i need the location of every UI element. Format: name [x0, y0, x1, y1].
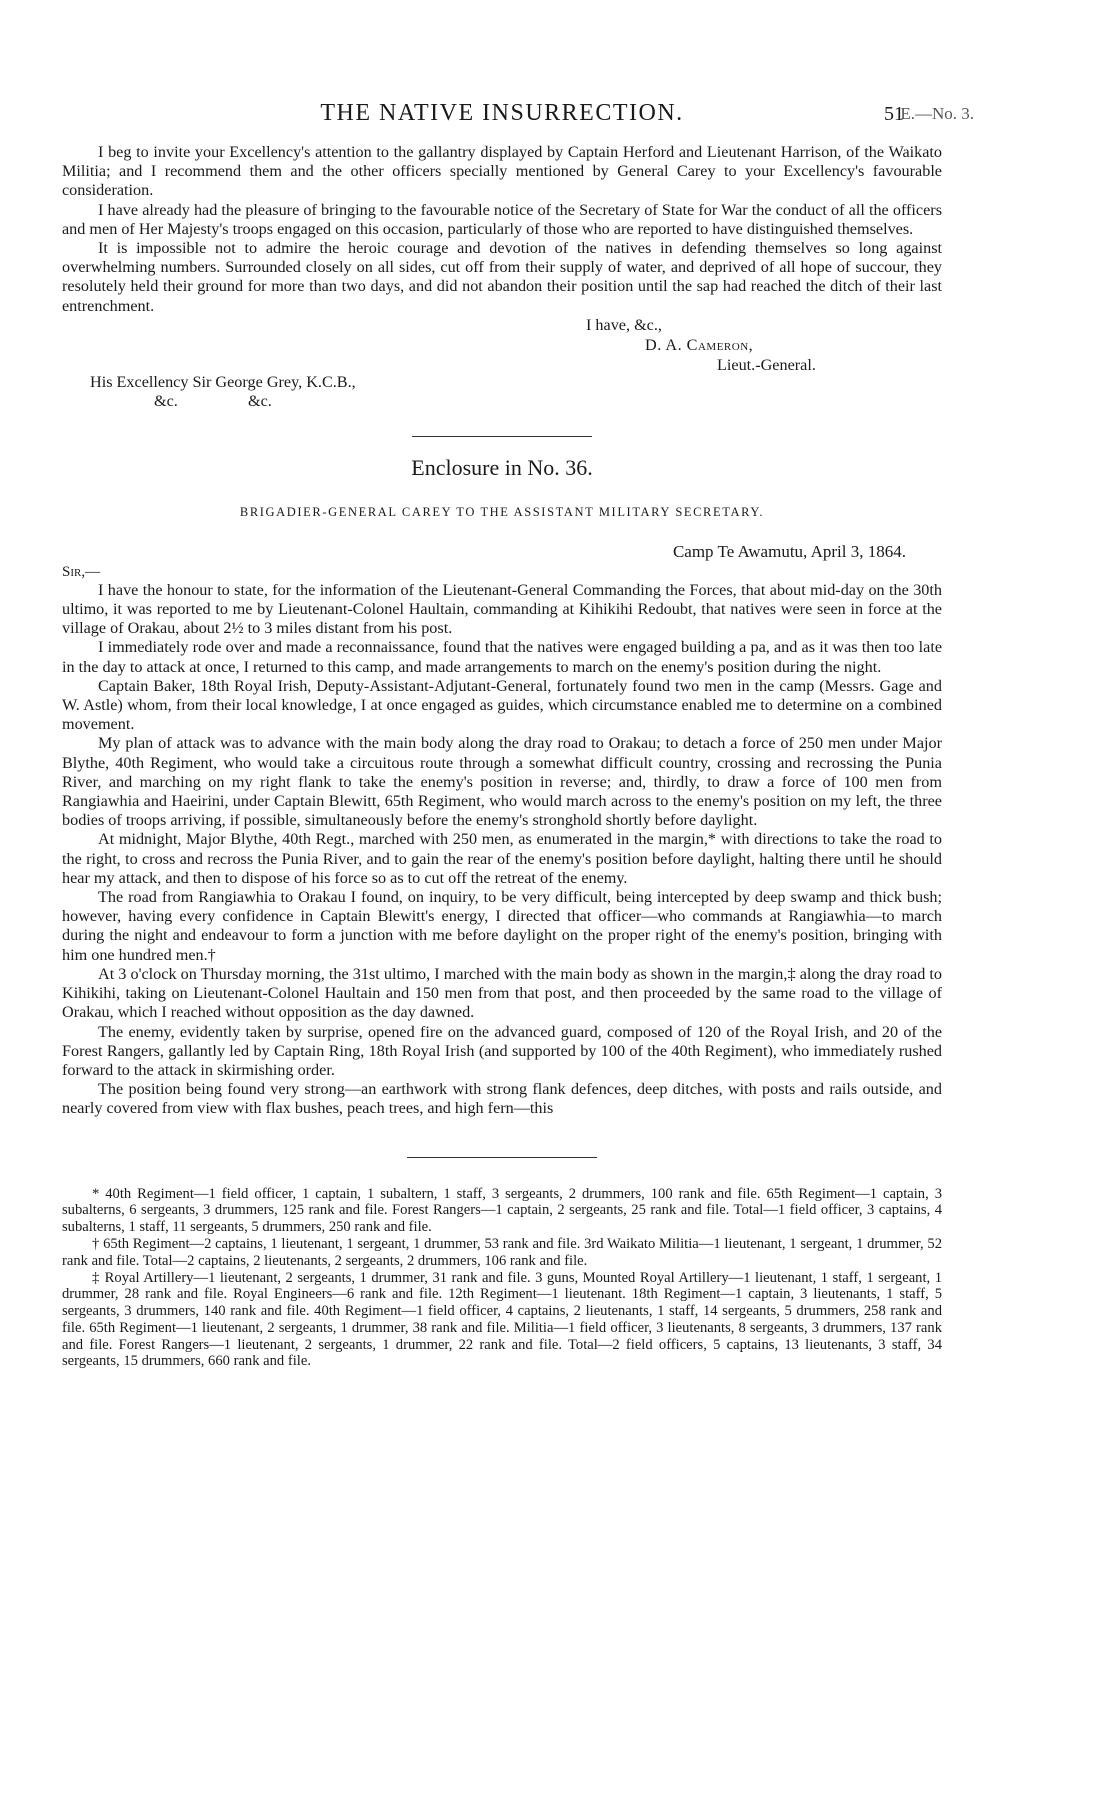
enclosure-subtitle: BRIGADIER-GENERAL CAREY TO THE ASSISTANT MILITARY SECRETARY. — [239, 504, 765, 519]
letter-body — [62, 143, 942, 316]
section-divider — [412, 436, 592, 437]
enclosure-paragraph: The enemy, evidently taken by surprise, opened fire on the advanced guard, composed of 120 of the Royal Irish, and 20 of the Forest Rangers, gallantly led by Captain Ring, 18th Royal Irish (and supported by 100 of the 40th Regiment), who immediately rushed forward to the attack in skirmishing order. — [62, 1022, 942, 1079]
footnote: ‡ Royal Artillery—1 lieutenant, 2 sergeants, 1 drummer, 31 rank and file. 3 guns, Mounted Royal Artillery—1 lieutenant, 1 staff, 1 sergeant, 1 drummer, 28 rank and file. Royal Engineers—6 rank and file. 12th Regiment—1 lieutenant. 18th Regiment—1 captain, 3 lieutenants, 1 staff, 5 sergeants, 3 drummers, 140 rank and file. 40th Regiment—1 field officer, 4 captains, 2 lieutenants, 1 staff, 14 sergeants, 5 drummers, 258 rank and file. 65th Regiment—1 lieutenant, 2 sergeants, 1 drummer, 38 rank and file. Militia—1 field officer, 3 lieutenants, 8 sergeants, 3 drummers, 137 rank and file. Forest Rangers—1 lieutenant, 2 sergeants, 1 drummer, 22 rank and file. Total—2 field officers, 5 captains, 13 lieutenants, 3 staff, 34 sergeants, 15 drummers, 660 rank and file. — [62, 1269, 942, 1370]
letter-paragraph: It is impossible not to admire the heroic courage and devotion of the natives in defending themselves so long against overwhelming numbers. Surrounded closely on all sides, cut off from their supply of water, and deprived of all hope of succour, they resolutely held their ground for more than two days, and did not abandon their position until the sap had reached the ditch of their last entrenchment. — [62, 239, 942, 315]
footnote-divider — [407, 1157, 597, 1158]
closing-text: I have, &c., — [586, 315, 662, 334]
enclosure-paragraph: The road from Rangiawhia to Orakau I found, on inquiry, to be very difficult, being intercepted by deep swamp and thick bush; however, having every confidence in Captain Blewitt's energy, I directed that officer—who commands at Rangiawhia—to march during the night and endeavour to form a junction with me before daylight on the proper right of the enemy's position, bringing with him one hundred men.† — [62, 888, 942, 964]
enclosure-paragraph: Captain Baker, 18th Royal Irish, Deputy-Assistant-Adjutant-General, fortunately found two men in the camp (Messrs. Gage and W. Astle) whom, from their local knowledge, I at once engaged as guides, which circumstance enabled me to determine on a combined movement. — [62, 676, 942, 734]
signature-title: Lieut.-General. — [717, 355, 816, 374]
addressee: His Excellency Sir George Grey, K.C.B., — [90, 372, 356, 391]
addressee-etc-1: &c. — [154, 391, 178, 410]
enclosure-paragraph: My plan of attack was to advance with the main body along the dray road to Orakau; to detach a force of 250 men under Major Blythe, 40th Regiment, who would take a circuitous route through a somewhat difficult country, crossing and recrossing the Punia River, and marching on my right flank to take the enemy's position in reverse; and, thirdly, to draw a force of 100 men from Rangiawhia and Haeirini, under Captain Blewitt, 65th Regiment, who would march across to the enemy's position on my left, the three bodies of troops arriving, if possible, simultaneously before the enemy's stronghold shortly before daylight. — [62, 734, 942, 830]
salutation: Sir,— — [62, 563, 101, 580]
page-header — [62, 100, 974, 140]
enclosure-paragraph: At midnight, Major Blythe, 40th Regt., marched with 250 men, as enumerated in the margin,* with directions to take the road to the right, to cross and recross the Punia River, and to gain the rear of the enemy's position before daylight, halting there until he should hear my attack, and then to dispose of his force so as to cut off the retreat of the enemy. — [62, 830, 942, 887]
enclosure-title: Enclosure in No. 36. — [411, 454, 593, 480]
footnote: * 40th Regiment—1 field officer, 1 captain, 1 subaltern, 1 staff, 3 sergeants, 2 drummers, 100 rank and file. 65th Regiment—1 captain, 3 subalterns, 6 sergeants, 3 drummers, 125 rank and file. Forest Rangers—1 captain, 2 sergeants, 25 rank and file. Total—1 field officer, 3 captains, 4 subalterns, 1 staff, 11 sergeants, 5 drummers, 250 rank and file. — [62, 1185, 942, 1236]
enclosure-body — [62, 581, 942, 1119]
enclosure-paragraph: I have the honour to state, for the information of the Lieutenant-General Commanding the Forces, that about mid-day on the 30th ultimo, it was reported to me by Lieutenant-Colonel Haultain, commanding at Kihikihi Redoubt, that natives were seen in force at the village of Orakau, about 2½ to 3 miles distant from his post. — [62, 580, 942, 638]
enclosure-paragraph: At 3 o'clock on Thursday morning, the 31st ultimo, I marched with the main body as shown in the margin,‡ along the dray road to Kihikihi, taking on Lieutenant-Colonel Haultain and 150 men from that post, and then proceeded by the same road to the village of Orakau, which I reached without opposition as the day dawned. — [62, 964, 942, 1022]
letter-signoff — [62, 316, 942, 412]
enclosure-paragraph: I immediately rode over and made a reconnaissance, found that the natives were engaged building a pa, and as it was then too late in the day to attack at once, I returned to this camp, and made arrangements to march on the enemy's position during the night. — [62, 638, 942, 676]
signature-name: D. A. Cameron, — [645, 335, 754, 354]
page-number: 51 — [884, 103, 904, 125]
document-page — [62, 100, 974, 1370]
footnotes — [62, 1186, 942, 1371]
dateline: Camp Te Awamutu, April 3, 1864. — [672, 541, 906, 561]
page-reference: E.—No. 3. — [900, 104, 974, 123]
enclosure-paragraph: The position being found very strong—an earthwork with strong flank defences, deep ditches, with posts and rails outside, and nearly covered from view with flax bushes, peach trees, and high fern—this — [62, 1080, 942, 1118]
addressee-etc-2: &c. — [248, 391, 272, 410]
running-title: THE NATIVE INSURRECTION. — [320, 100, 684, 126]
letter-paragraph: I have already had the pleasure of bringing to the favourable notice of the Secretary of State for War the conduct of all the officers and men of Her Majesty's troops engaged on this occasion, particularly of those who are reported to have distinguished themselves. — [62, 200, 942, 238]
footnote: † 65th Regiment—2 captains, 1 lieutenant, 1 sergeant, 1 drummer, 53 rank and file. 3rd Waikato Militia—1 lieutenant, 1 sergeant, 1 drummer, 52 rank and file. Total—2 captains, 2 lieutenants, 2 sergeants, 2 drummers, 106 rank and file. — [62, 1235, 942, 1269]
letter-paragraph: I beg to invite your Excellency's attention to the gallantry displayed by Captain Herford and Lieutenant Harrison, of the Waikato Militia; and I recommend them and the other officers specially mentioned by General Carey to your Excellency's favourable consideration. — [62, 143, 942, 200]
